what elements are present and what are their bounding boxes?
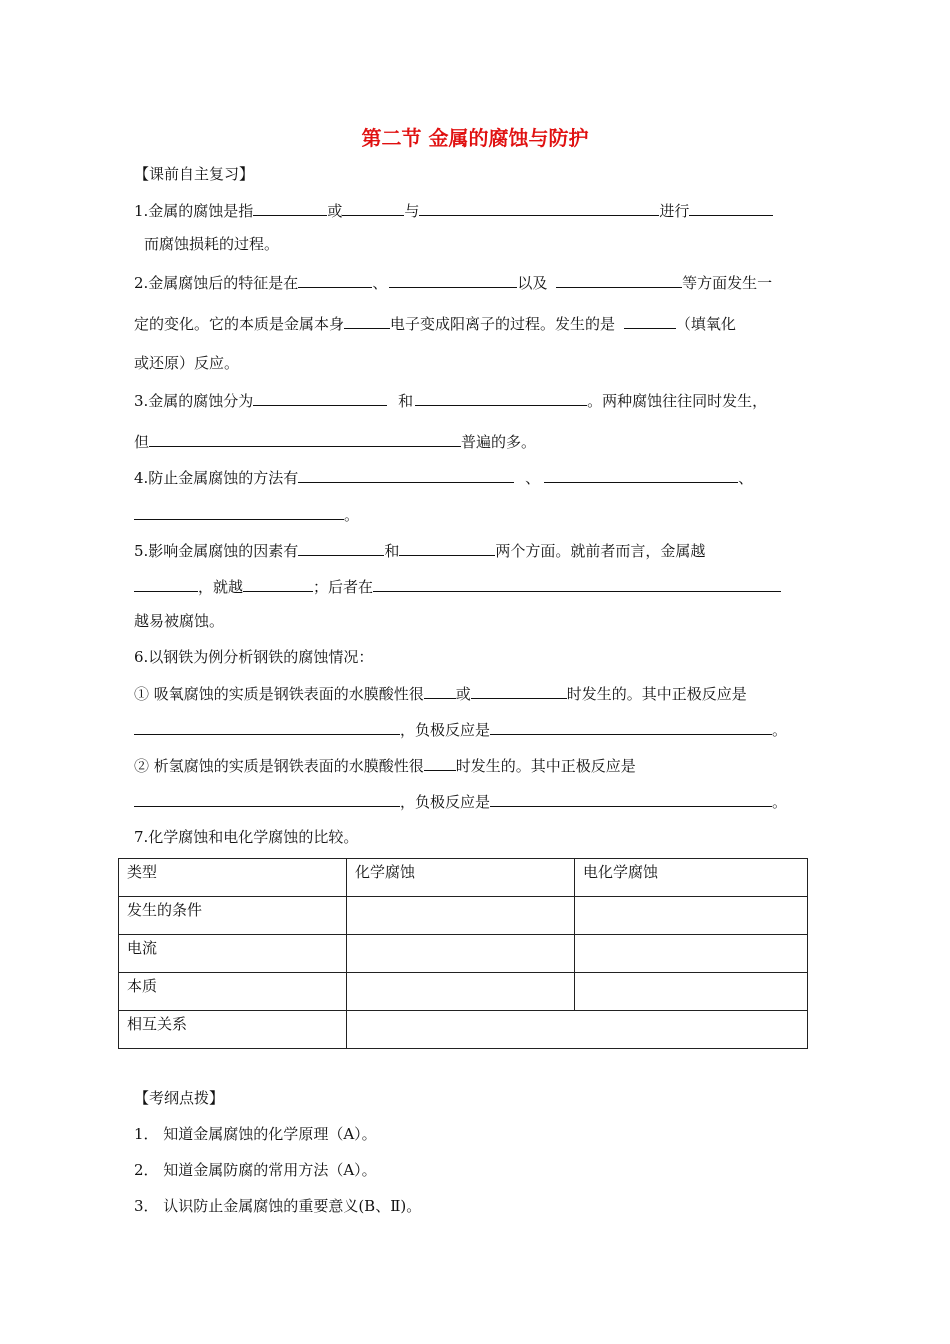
blank[interactable]: [419, 200, 659, 216]
table-header-row: [119, 859, 808, 897]
question-2-cont: 定的变化。它的本质是金属本身 电子变成阳离子的过程。发生的是 （填氧化: [134, 315, 736, 333]
blank[interactable]: [689, 200, 773, 216]
table-header: 类型: [119, 859, 347, 897]
table-cell[interactable]: [347, 935, 575, 973]
list-item: 2． 知道金属防腐的常用方法（A）。: [134, 1161, 377, 1179]
blank[interactable]: [424, 755, 456, 771]
blank[interactable]: [399, 540, 495, 556]
question-2: 2.金属腐蚀后的特征是在 、 以及 等方面发生一: [134, 274, 773, 292]
question-4: 4.防止金属腐蚀的方法有 、 、: [134, 469, 754, 487]
blank[interactable]: [149, 431, 461, 447]
question-4-cont: 。: [134, 504, 359, 525]
blank[interactable]: [134, 576, 198, 592]
question-5-cont: 越易被腐蚀。: [134, 612, 225, 630]
list-item: 3． 认识防止金属腐蚀的重要意义(B、Ⅱ)。: [134, 1197, 422, 1215]
table-row: [119, 935, 808, 973]
table-header: 化学腐蚀: [347, 859, 575, 897]
blank[interactable]: [344, 313, 390, 329]
row-label: 相互关系: [119, 1011, 347, 1049]
table-cell[interactable]: [575, 973, 808, 1011]
blank[interactable]: [389, 272, 517, 288]
blank[interactable]: [253, 200, 327, 216]
page-title: 第二节 金属的腐蚀与防护: [361, 126, 589, 150]
blank[interactable]: [253, 390, 387, 406]
blank[interactable]: [373, 576, 781, 592]
row-label: 本质: [119, 973, 347, 1011]
section-heading-outline: 【考纲点拨】: [134, 1089, 225, 1107]
blank[interactable]: [342, 200, 404, 216]
blank[interactable]: [134, 504, 344, 520]
question-3-cont: 但 普遍的多。: [134, 433, 537, 451]
table-row: [119, 897, 808, 935]
question-6: 6.以钢铁为例分析钢铁的腐蚀情况：: [134, 648, 374, 666]
blank[interactable]: [556, 272, 682, 288]
question-3: 3.金属的腐蚀分为 和 。两种腐蚀往往同时发生，: [134, 392, 768, 410]
question-6-oxygen: ① 吸氧腐蚀的实质是钢铁表面的水膜酸性很 或 时发生的。其中正极反应是: [134, 685, 747, 703]
blank[interactable]: [415, 390, 587, 406]
comparison-table: [118, 858, 808, 1049]
blank[interactable]: [544, 467, 738, 483]
question-1-cont: 而腐蚀损耗的过程。: [144, 235, 280, 253]
blank[interactable]: [134, 719, 400, 735]
blank[interactable]: [490, 719, 772, 735]
list-item: 1． 知道金属腐蚀的化学原理（A）。: [134, 1125, 377, 1143]
table-cell[interactable]: [575, 897, 808, 935]
question-6-hydrogen-cont: ，负极反应是 。: [134, 791, 787, 812]
blank[interactable]: [471, 683, 567, 699]
blank[interactable]: [624, 313, 676, 329]
question-6-hydrogen: ② 析氢腐蚀的实质是钢铁表面的水膜酸性很 时发生的。其中正极反应是: [134, 757, 636, 775]
blank[interactable]: [298, 467, 514, 483]
table-cell[interactable]: [347, 973, 575, 1011]
section-heading-review: 【课前自主复习】: [134, 165, 255, 183]
blank[interactable]: [134, 791, 400, 807]
question-6-oxygen-cont: ，负极反应是 。: [134, 719, 787, 740]
blank[interactable]: [243, 576, 313, 592]
table-row: [119, 973, 808, 1011]
table-row: [119, 1011, 808, 1049]
question-5: 5.影响金属腐蚀的因素有 和 两个方面。就前者而言，金属越: [134, 542, 706, 560]
table-cell[interactable]: [347, 897, 575, 935]
question-7: 7.化学腐蚀和电化学腐蚀的比较。: [134, 828, 359, 846]
blank[interactable]: [298, 272, 372, 288]
row-label: 发生的条件: [119, 897, 347, 935]
question-2-cont: 或还原）反应。: [134, 354, 240, 372]
table-cell[interactable]: [575, 935, 808, 973]
blank[interactable]: [298, 540, 384, 556]
question-5-cont: ，就越 ；后者在: [134, 576, 781, 597]
question-1: 1.金属的腐蚀是指 或 与 进行: [134, 200, 773, 221]
blank[interactable]: [490, 791, 772, 807]
blank[interactable]: [424, 683, 456, 699]
table-header: 电化学腐蚀: [575, 859, 808, 897]
table-cell[interactable]: [347, 1011, 808, 1049]
row-label: 电流: [119, 935, 347, 973]
